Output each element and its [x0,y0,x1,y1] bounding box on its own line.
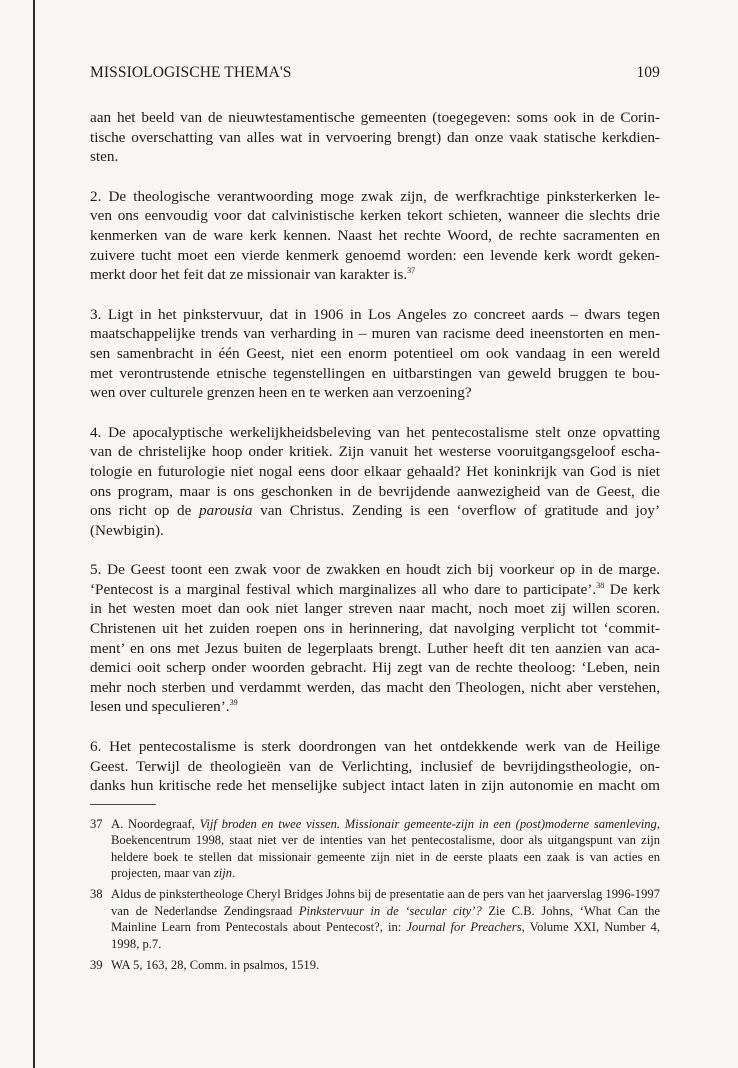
footnote-37 [90,816,660,882]
text-line: mehr noch sterben und verdammt werden, das macht den Theologen, nicht aber verstehen, [90,678,660,696]
paragraph-point-5 [90,560,660,717]
page-number: 109 [636,64,660,81]
paragraph-point-4 [90,423,660,541]
text-line: tologie en futurologie niet nogal eens door elkaar gehaald? Het koninkrijk van God is niet [90,462,660,480]
footnote-38 [90,886,660,952]
footnote-ref-37[interactable]: 37 [407,266,416,276]
footnote-text-part: A. Noordegraaf, [111,816,200,831]
text-line: maatschappelijke trends van verharding in – muren van racisme deed ineenstorten en men- [90,325,660,343]
footnote-text-part: , Boekencentrum 1998, staat niet ver de intenties van het pentecostalisme, door als uitgangspunt van zijn heldere boek te stellen dat missionair gemeente zijn niet in de eerste plaats een zaak is van acties en projecten, maar van [111,816,660,881]
running-header [90,64,660,82]
text-line: Geest. Terwijl de theologieën van de Verlichting, inclusief de bevrijdingstheologie, on- [90,757,660,775]
running-title: MISSIOLOGISCHE THEMA'S [90,64,292,81]
paragraph-continuation [90,108,660,167]
footnote-text: WA 5, 163, 28, Comm. in psalmos, 1519. [111,958,320,973]
text-line: ons program, maar is ons geschonken in de bevrijdende aanwezigheid van de Geest, die [90,482,660,500]
text-line: (Newbigin). [90,521,164,539]
scan-binding-edge [33,0,35,1068]
emphasis: zijn [213,866,233,881]
book-page [90,64,660,978]
text-line-content: lesen und speculieren’. [90,698,230,716]
text-line: in het westen moet dan ook niet langer streven naar macht, noch moet zij willen scoren. [90,600,660,618]
text-line: demici ooit scherp onder woorden gebracht. Hij zegt van de rechte theoloog: ‘Leben, nein [90,659,660,677]
footnote-text-part: Aldus de pinkstertheologe Cheryl Bridges Johns bij de presentatie aan de pers van het jaarverslag 1996-1997 van de Nederlandse Zendingsraad [111,887,660,918]
footnote-text-part: Zie C.B. Johns, ‘What Can the Mainline Learn from Pentecostals about Pentecost?, in: [111,903,660,935]
text-line: sen samenbracht in één Geest, niet een enorm potentieel om ook vandaag in een wereld [90,344,660,362]
text-line: ven ons eenvoudig voor dat calvinistische kerken tekort schieten, wanneer die slechts drie [90,207,660,225]
footnote-text [111,886,660,952]
paragraph-point-2 [90,187,660,285]
text-line: zuivere tucht moet een vierde kenmerk genoemd worden: een levende kerk wordt geken- [90,246,660,264]
footnote-ref-38-marker[interactable]: 38 [596,580,605,590]
text-line: 3. Ligt in het pinkstervuur, dat in 1906 in Los Angeles zo concreet aards – dwars tegen [90,305,660,323]
text-line-content: merkt door het feit dat ze missionair van karakter is. [90,266,408,284]
text-line: van de christelijke hoop onder kritiek. Zijn vanuit het westerse vooruitgangsgeloof escha- [90,443,660,461]
book-title: Vijf broden en twee vissen. Missionair gemeente-zijn in een (post)moderne samenleving [199,816,657,831]
journal-title: Journal for Preachers [406,920,522,935]
footnote-text-part: , Volume XXI, Number 4, 1998, p.7. [111,920,660,951]
text-line: tische overschatting van alles wat in vervoering brengt) dan onze vaak statische kerkdien- [90,128,660,146]
paragraph-point-3 [90,305,660,403]
paragraph-point-6 [90,737,660,796]
footnote-number: 38 [90,887,103,902]
footnote-39 [90,957,660,973]
text-line: Christenen uit het zuiden roepen ons in herinnering, dat navolging verplicht tot ‘commit- [90,620,660,638]
text-line: 4. De apocalyptische werkelijkheidsbeleving van het pentecostalisme stelt onze opvatting [90,423,660,441]
text-line: met verontrustende etnische tegenstellingen en uitbarstingen van geweld bruggen te bou- [90,364,660,382]
footnote-ref-39[interactable]: 39 [229,698,238,708]
text-line: 6. Het pentecostalisme is sterk doordrongen van het ontdekkende werk van de Heilige [90,738,660,756]
text-line: sten. [90,148,119,166]
footnote-number: 37 [90,816,103,831]
footnote-divider [90,804,156,805]
text-line [90,265,660,285]
text-line [90,697,660,717]
text-line: wen over culturele grenzen heen en te werken aan verzoening? [90,384,472,402]
text-line: ment’ en ons met Jezus buiten de legerplaats brengt. Luther heeft dit ten aanzien van aca- [90,639,660,657]
italic-term: parousia [199,502,253,520]
text-line: danks hun kritische rede het menselijke subject intact laten in zijn autonomie en macht om [90,777,660,795]
footnote-text [111,816,660,882]
text-line: kenmerken van de ware kerk kennen. Naast het rechte Woord, de rechte sacramenten en [90,226,660,244]
text-line: aan het beeld van de nieuwtestamentische gemeenten (toegegeven: soms ook in de Corin- [90,109,660,126]
text-line: ons richt op de parousia van Christus. Zending is een ‘overflow of gratitude and joy’ [90,502,660,520]
footnote-number: 39 [90,958,103,973]
report-title: Pinkstervuur in de ‘secular city’? [298,903,482,918]
text-line: 2. De theologische verantwoording moge zwak zijn, de werfkrachtige pinksterkerken le- [90,187,660,205]
text-line: 5. De Geest toont een zwak voor de zwakken en houdt zich bij voorkeur op in de marge. [90,561,660,579]
text-line: ‘Pentecost is a marginal festival which marginalizes all who dare to participate’.$^{38}$ De kerk [90,580,660,598]
footnote-text-part: . [232,866,236,881]
